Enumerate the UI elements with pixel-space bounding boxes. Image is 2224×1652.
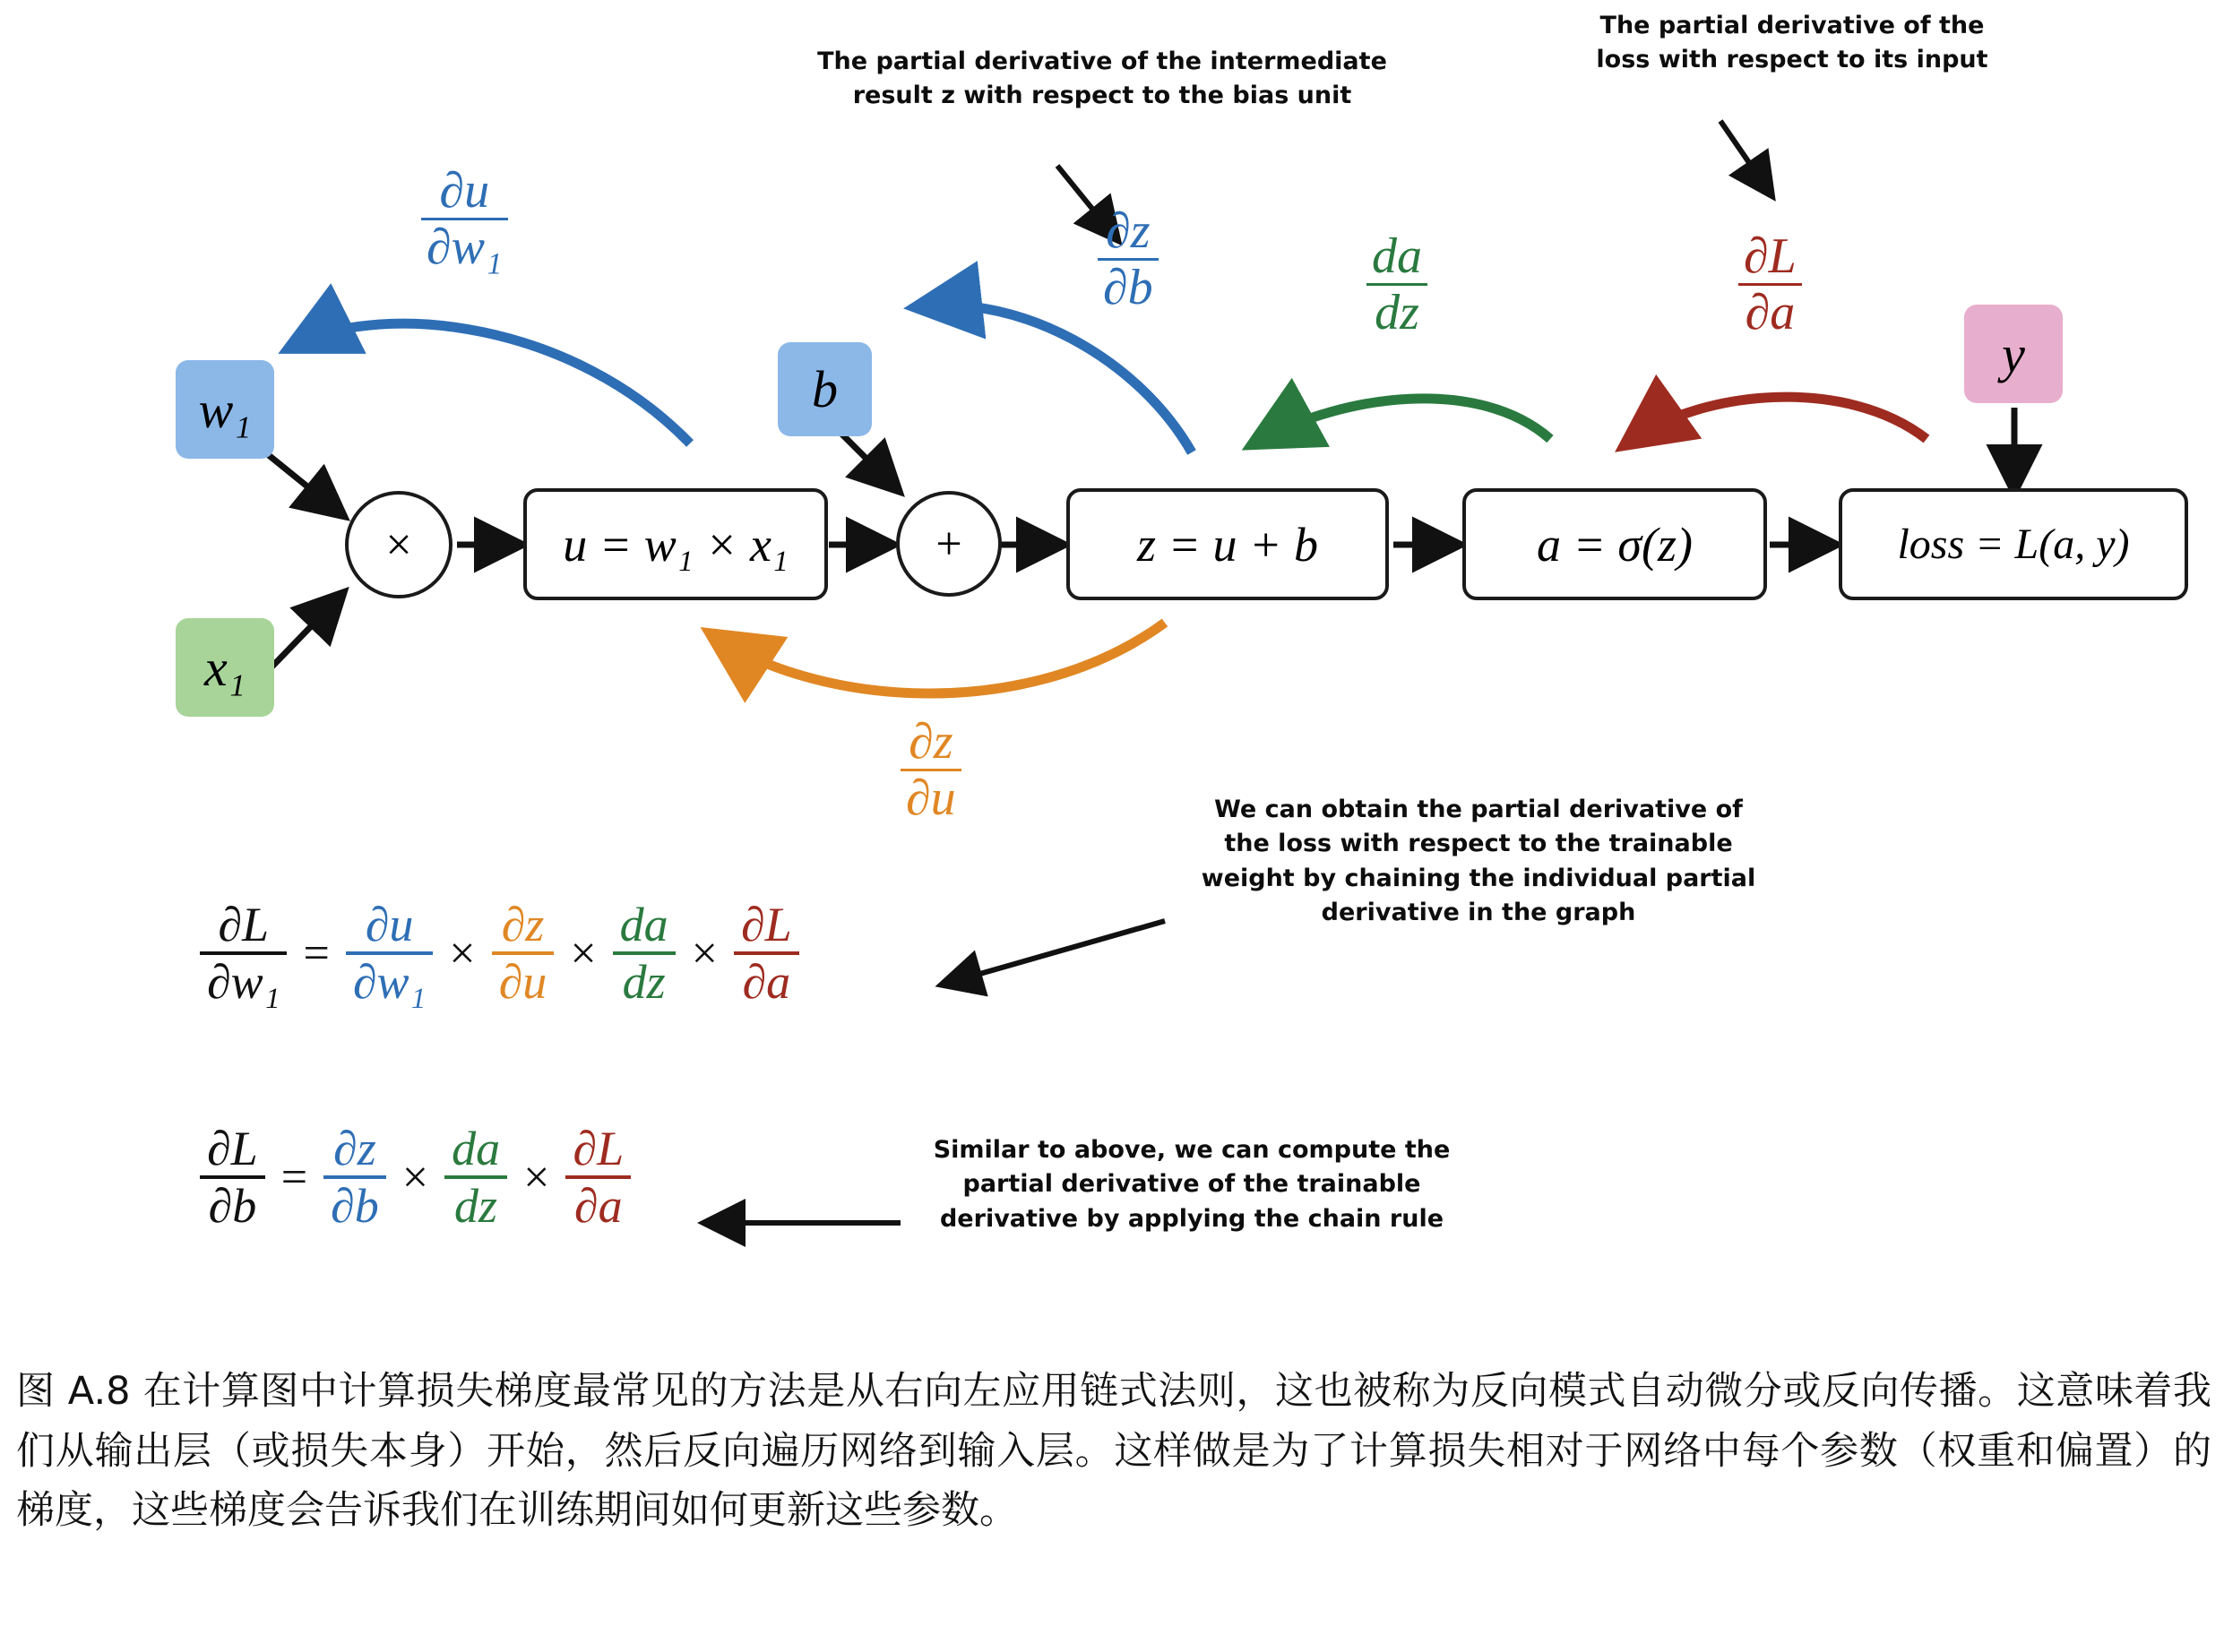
gradient-dL-da-denominator: ∂a bbox=[1738, 283, 1802, 338]
equation-dL-dw1-term-4-denominator: ∂a bbox=[734, 951, 799, 1006]
equation-dL-dw1-term-3 bbox=[613, 898, 676, 1009]
equation-dL-db-sep-2: × bbox=[523, 1151, 550, 1203]
gradient-dz-du bbox=[901, 714, 961, 826]
annotation-bias-chain-note-line-3: derivative by applying the chain rule bbox=[939, 1204, 1444, 1233]
node-w1-label: w₁ bbox=[198, 380, 252, 439]
annotation-bias-chain-note-line-1: Similar to above, we can compute the bbox=[933, 1136, 1451, 1164]
equation-dL-dw1-lhs-denominator: ∂w₁ bbox=[200, 951, 287, 1006]
node-y bbox=[1964, 305, 2063, 403]
annotation-chain-note-line-4: derivative in the graph bbox=[1321, 898, 1636, 926]
node-w1 bbox=[176, 360, 274, 459]
annotation-chain-note-line-3: weight by chaining the individual partial bbox=[1201, 864, 1756, 892]
equation-dL-dw1-term-4-numerator: ∂L bbox=[740, 898, 792, 951]
node-multiply bbox=[345, 491, 453, 598]
annotation-loss-note-line-2: loss with respect to its input bbox=[1596, 46, 1988, 74]
annotation-loss-note bbox=[1514, 9, 2070, 78]
equation-dL-dw1-equals: = bbox=[303, 927, 330, 979]
annotation-bias-note bbox=[789, 45, 1416, 114]
gradient-dL-da-numerator: ∂L bbox=[1744, 228, 1797, 284]
equation-dL-dw1-term-3-denominator: dz bbox=[613, 951, 676, 1006]
annotation-bias-note-line-1: The partial derivative of the intermediate bbox=[817, 47, 1387, 75]
node-z-label: z = u + b bbox=[1137, 517, 1318, 572]
equation-dL-db-term-3-denominator: ∂a bbox=[565, 1175, 631, 1230]
equation-dL-dw1-sep-3: × bbox=[691, 927, 718, 979]
figure-caption: 图 A.8 在计算图中计算损失梯度最常见的方法是从右向左应用链式法则，这也被称为反向模式自动微分或反向传播。这意味着我们从输出层（或损失本身）开始，然后反向遍历网络到输入层。这样做是为了计算损失相对于网络中每个参数（权重和偏置）的梯度，这些梯度会告诉我们在训练期间如何更新这些参数。 bbox=[16, 1369, 2211, 1534]
equation-dL-db-term-2-numerator: da bbox=[452, 1122, 501, 1175]
equation-dL-db-lhs-denominator: ∂b bbox=[200, 1175, 265, 1230]
equation-dL-db-term-3-numerator: ∂L bbox=[573, 1122, 625, 1175]
equation-dL-dw1-term-3-numerator: da bbox=[619, 898, 668, 951]
equation-dL-db-term-1 bbox=[323, 1122, 386, 1233]
equation-dL-dw1-term-2-denominator: ∂u bbox=[492, 951, 555, 1006]
gradient-dz-db-numerator: ∂z bbox=[1106, 203, 1151, 259]
equation-dL-db-term-2 bbox=[444, 1122, 507, 1233]
gradient-da-dz bbox=[1366, 228, 1427, 340]
equation-dL-db-term-3 bbox=[565, 1122, 631, 1233]
gradient-dz-du-denominator: ∂u bbox=[901, 769, 961, 823]
equation-dL-db-equals: = bbox=[280, 1151, 308, 1203]
equation-dL-db-sep-1: × bbox=[401, 1151, 429, 1203]
node-b bbox=[778, 342, 872, 436]
equation-dL-db-lhs bbox=[200, 1122, 265, 1233]
annotation-chain-note bbox=[1174, 793, 1783, 930]
annotation-bias-note-line-2: result z with respect to the bias unit bbox=[852, 82, 1352, 110]
equation-dL-db-term-1-numerator: ∂z bbox=[333, 1122, 376, 1175]
equation-dL-db-lhs-numerator: ∂L bbox=[207, 1122, 258, 1175]
gradient-du-dw1-denominator: ∂w₁ bbox=[421, 218, 508, 272]
annotation-chain-note-line-2: the loss with respect to the trainable bbox=[1224, 830, 1733, 858]
annotation-chain-note-line-1: We can obtain the partial derivative of bbox=[1214, 796, 1743, 823]
equation-dL-db-term-1-denominator: ∂b bbox=[323, 1175, 386, 1230]
equation-dL-db bbox=[193, 1122, 638, 1233]
equation-dL-dw1-term-2-numerator: ∂z bbox=[501, 898, 545, 951]
equation-dL-dw1-lhs bbox=[200, 898, 287, 1009]
gradient-du-dw1-numerator: ∂u bbox=[439, 163, 490, 219]
equation-dL-db-term-2-denominator: dz bbox=[444, 1175, 507, 1230]
equation-dL-dw1-lhs-numerator: ∂L bbox=[218, 898, 270, 951]
gradient-dz-du-numerator: ∂z bbox=[909, 714, 953, 770]
equation-dL-dw1 bbox=[193, 898, 806, 1009]
equation-dL-dw1-sep-2: × bbox=[570, 927, 597, 979]
node-u bbox=[523, 488, 828, 600]
gradient-dz-db-denominator: ∂b bbox=[1098, 258, 1159, 313]
equation-dL-dw1-term-1 bbox=[346, 898, 433, 1009]
node-a-label: a = σ(z) bbox=[1536, 517, 1694, 572]
gradient-da-dz-denominator: dz bbox=[1366, 283, 1427, 338]
node-b-label: b bbox=[812, 360, 838, 418]
equation-dL-dw1-term-2 bbox=[492, 898, 555, 1009]
annotation-loss-note-line-1: The partial derivative of the bbox=[1599, 12, 1985, 39]
annotation-bias-chain-note-line-2: partial derivative of the trainable bbox=[962, 1170, 1421, 1199]
node-add bbox=[896, 491, 1002, 597]
gradient-du-dw1 bbox=[421, 163, 508, 275]
node-a bbox=[1462, 488, 1767, 600]
node-multiply-label: × bbox=[385, 519, 412, 571]
node-u-label: u = w₁ × x₁ bbox=[563, 517, 789, 572]
node-add-label: + bbox=[935, 518, 962, 570]
node-loss bbox=[1839, 488, 2188, 600]
annotation-bias-chain-note bbox=[905, 1133, 1478, 1236]
equation-dL-dw1-term-1-denominator: ∂w₁ bbox=[346, 951, 433, 1006]
node-y-label: y bbox=[2002, 324, 2025, 383]
gradient-dz-db bbox=[1098, 203, 1159, 315]
equation-dL-dw1-term-1-numerator: ∂u bbox=[365, 898, 414, 951]
node-loss-label: loss = L(a, y) bbox=[1897, 521, 2130, 568]
gradient-dL-da bbox=[1738, 228, 1802, 340]
node-z bbox=[1066, 488, 1389, 600]
gradient-da-dz-numerator: da bbox=[1372, 228, 1422, 284]
equation-dL-dw1-sep-1: × bbox=[449, 927, 476, 979]
node-x1 bbox=[176, 618, 274, 717]
equation-dL-dw1-term-4 bbox=[734, 898, 799, 1009]
node-x1-label: x₁ bbox=[204, 638, 246, 697]
